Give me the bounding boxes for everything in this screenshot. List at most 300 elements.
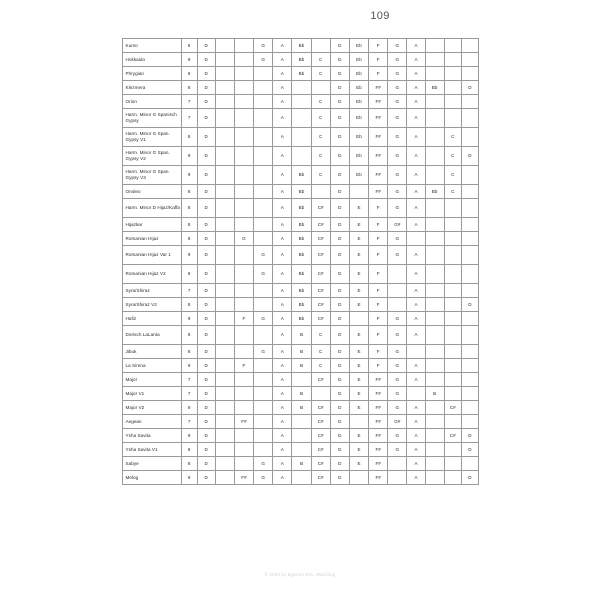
note-cell: F <box>369 298 388 312</box>
note-cell: A <box>407 312 425 326</box>
note-cell <box>425 67 444 81</box>
note-count-cell: 9 <box>181 359 197 373</box>
table-row <box>123 471 479 485</box>
note-cell: F# <box>369 81 388 95</box>
note-cell <box>234 373 253 387</box>
note-cell: G <box>388 199 407 218</box>
note-cell: A <box>273 166 292 185</box>
note-cell <box>425 147 444 166</box>
note-cell <box>215 199 234 218</box>
note-count-cell: 7 <box>181 95 197 109</box>
note-cell: E <box>349 373 368 387</box>
note-cell <box>444 312 461 326</box>
note-cell: F <box>369 39 388 53</box>
note-cell: Bb <box>292 246 311 265</box>
note-cell <box>215 218 234 232</box>
table-row <box>123 147 479 166</box>
note-cell: G# <box>388 415 407 429</box>
note-cell: A <box>273 312 292 326</box>
table-row <box>123 109 479 128</box>
note-cell <box>444 326 461 345</box>
note-cell: G <box>254 312 273 326</box>
note-count-cell: 9 <box>181 246 197 265</box>
note-cell <box>254 415 273 429</box>
table-row <box>123 443 479 457</box>
note-cell <box>215 95 234 109</box>
note-cell: D <box>330 429 349 443</box>
note-cell <box>461 246 478 265</box>
note-cell: C# <box>311 265 330 284</box>
table-row <box>123 298 479 312</box>
scale-name-cell: Romanian Hijaz V2 <box>123 265 182 284</box>
note-cell: D <box>330 218 349 232</box>
note-cell <box>444 265 461 284</box>
note-cell: F <box>369 218 388 232</box>
table-row <box>123 387 479 401</box>
note-cell <box>461 312 478 326</box>
note-cell: F# <box>234 471 253 485</box>
note-cell <box>461 166 478 185</box>
note-cell <box>407 387 425 401</box>
note-cell <box>254 298 273 312</box>
note-cell <box>215 39 234 53</box>
note-cell: F <box>369 345 388 359</box>
note-cell: A <box>407 185 425 199</box>
note-cell: D <box>330 39 349 53</box>
note-cell: D <box>197 246 215 265</box>
note-cell: G <box>254 457 273 471</box>
note-cell: F# <box>369 128 388 147</box>
table-row <box>123 166 479 185</box>
note-cell <box>444 53 461 67</box>
scale-name-cell: Hokkaido <box>123 53 182 67</box>
note-cell: A <box>407 284 425 298</box>
note-cell: D <box>330 185 349 199</box>
note-cell <box>234 457 253 471</box>
note-cell <box>425 232 444 246</box>
note-cell <box>444 95 461 109</box>
note-cell: C <box>311 109 330 128</box>
note-count-cell: 8 <box>181 185 197 199</box>
note-cell <box>311 387 330 401</box>
note-cell: D <box>197 265 215 284</box>
note-cell <box>425 326 444 345</box>
note-cell <box>234 53 253 67</box>
note-cell: D <box>197 359 215 373</box>
note-cell: E <box>349 401 368 415</box>
note-cell <box>444 345 461 359</box>
note-cell: C# <box>311 429 330 443</box>
note-cell <box>254 128 273 147</box>
note-cell: C# <box>311 401 330 415</box>
note-cell: A <box>273 81 292 95</box>
note-cell <box>215 457 234 471</box>
note-cell <box>461 39 478 53</box>
note-cell <box>461 373 478 387</box>
note-cell <box>444 39 461 53</box>
note-cell <box>215 401 234 415</box>
note-cell: G <box>388 109 407 128</box>
note-cell: D <box>330 109 349 128</box>
note-cell: E <box>349 232 368 246</box>
note-cell <box>215 67 234 81</box>
note-cell <box>215 109 234 128</box>
note-cell: F# <box>234 415 253 429</box>
note-cell: Bb <box>292 53 311 67</box>
note-count-cell: 8 <box>181 218 197 232</box>
note-cell: C# <box>444 401 461 415</box>
note-cell: Bb <box>425 185 444 199</box>
note-cell: F# <box>369 443 388 457</box>
note-cell: Bb <box>292 312 311 326</box>
note-cell: Eb <box>349 147 368 166</box>
note-cell: G <box>388 53 407 67</box>
note-cell <box>234 39 253 53</box>
note-cell: A <box>407 298 425 312</box>
note-cell: F# <box>369 401 388 415</box>
note-cell <box>234 443 253 457</box>
note-cell: A <box>407 373 425 387</box>
table-row <box>123 128 479 147</box>
note-cell: A <box>273 109 292 128</box>
note-cell: G <box>388 443 407 457</box>
note-cell: D <box>197 67 215 81</box>
note-cell: D <box>330 359 349 373</box>
note-cell <box>254 199 273 218</box>
note-cell: C# <box>311 199 330 218</box>
scale-name-cell: Phrygian <box>123 67 182 81</box>
note-cell: D <box>330 246 349 265</box>
note-cell: A <box>273 326 292 345</box>
note-cell <box>461 109 478 128</box>
note-cell: E <box>349 429 368 443</box>
note-count-cell: 8 <box>181 67 197 81</box>
scale-name-cell: Sabye <box>123 457 182 471</box>
note-cell: A <box>407 457 425 471</box>
note-cell: D <box>330 471 349 485</box>
note-cell: Eb <box>349 166 368 185</box>
note-cell: C# <box>311 471 330 485</box>
note-cell: F <box>234 359 253 373</box>
note-cell: C <box>311 53 330 67</box>
note-cell: E <box>349 359 368 373</box>
note-cell <box>425 265 444 284</box>
note-cell: G <box>388 39 407 53</box>
note-cell <box>234 218 253 232</box>
note-cell: C <box>311 67 330 81</box>
scale-name-cell: Romanian Hijaz Var 1 <box>123 246 182 265</box>
note-cell <box>234 429 253 443</box>
note-cell: C# <box>311 443 330 457</box>
note-cell <box>444 81 461 95</box>
note-cell: D <box>197 109 215 128</box>
note-cell <box>425 443 444 457</box>
table-row <box>123 284 479 298</box>
note-cell: A <box>273 67 292 81</box>
note-cell: D <box>330 128 349 147</box>
note-cell: G <box>388 387 407 401</box>
note-cell: D <box>330 387 349 401</box>
note-cell: A <box>273 199 292 218</box>
note-count-cell: 8 <box>181 128 197 147</box>
scale-name-cell: Hijazkar <box>123 218 182 232</box>
note-count-cell: 9 <box>181 147 197 166</box>
note-cell: D <box>461 471 478 485</box>
note-cell <box>254 359 273 373</box>
table-row <box>123 326 479 345</box>
note-cell: D <box>197 298 215 312</box>
note-cell <box>425 109 444 128</box>
note-cell: D <box>330 53 349 67</box>
note-cell <box>254 443 273 457</box>
note-cell: Bb <box>292 67 311 81</box>
note-cell <box>215 471 234 485</box>
note-count-cell: 8 <box>181 39 197 53</box>
note-cell: C <box>311 326 330 345</box>
note-cell: C# <box>311 415 330 429</box>
note-cell <box>461 185 478 199</box>
note-cell: B <box>292 457 311 471</box>
table-row <box>123 312 479 326</box>
note-cell: B <box>292 401 311 415</box>
note-cell: A <box>407 81 425 95</box>
note-cell: D <box>197 326 215 345</box>
note-cell <box>425 128 444 147</box>
note-cell: Eb <box>349 67 368 81</box>
note-cell: D <box>461 443 478 457</box>
note-cell: C <box>311 128 330 147</box>
note-cell <box>215 53 234 67</box>
note-cell: D <box>330 67 349 81</box>
note-cell: F# <box>369 109 388 128</box>
note-cell: A <box>407 53 425 67</box>
note-cell <box>215 128 234 147</box>
note-cell <box>215 166 234 185</box>
note-cell: A <box>273 415 292 429</box>
note-cell <box>444 109 461 128</box>
table-row <box>123 185 479 199</box>
note-cell <box>215 265 234 284</box>
note-cell: G <box>388 232 407 246</box>
note-cell: Bb <box>292 265 311 284</box>
note-cell: A <box>407 359 425 373</box>
note-cell <box>425 218 444 232</box>
scale-name-cell: Jibuk <box>123 345 182 359</box>
note-cell: Bb <box>292 218 311 232</box>
note-cell <box>292 471 311 485</box>
note-cell: A <box>273 443 292 457</box>
note-cell: G <box>388 429 407 443</box>
note-count-cell: 8 <box>181 298 197 312</box>
note-cell <box>444 67 461 81</box>
scale-table-container <box>122 38 479 485</box>
note-cell: A <box>273 298 292 312</box>
scale-name-cell: Ysha Savita <box>123 429 182 443</box>
table-row <box>123 401 479 415</box>
note-cell <box>292 415 311 429</box>
note-cell: G <box>388 95 407 109</box>
note-cell <box>234 401 253 415</box>
note-cell: D <box>197 39 215 53</box>
note-cell: G <box>388 147 407 166</box>
note-cell: G <box>388 326 407 345</box>
note-cell: D <box>197 53 215 67</box>
note-cell: Bb <box>292 166 311 185</box>
note-cell: D <box>461 81 478 95</box>
note-cell: Bb <box>292 39 311 53</box>
note-cell <box>292 373 311 387</box>
note-cell: Eb <box>349 95 368 109</box>
note-cell: D <box>330 81 349 95</box>
note-cell: A <box>273 345 292 359</box>
note-cell <box>234 298 253 312</box>
note-cell <box>215 443 234 457</box>
note-cell <box>425 199 444 218</box>
note-cell: G <box>254 39 273 53</box>
note-cell <box>254 429 273 443</box>
note-cell: E <box>349 265 368 284</box>
note-count-cell: 9 <box>181 312 197 326</box>
note-cell: A <box>273 359 292 373</box>
note-cell: Eb <box>349 39 368 53</box>
note-cell <box>234 128 253 147</box>
note-cell <box>215 373 234 387</box>
scale-name-cell: Melog <box>123 471 182 485</box>
note-cell: A <box>407 67 425 81</box>
note-cell: D <box>197 128 215 147</box>
table-row <box>123 359 479 373</box>
note-cell: A <box>407 109 425 128</box>
note-cell: Eb <box>349 128 368 147</box>
note-count-cell: 9 <box>181 401 197 415</box>
note-cell <box>425 471 444 485</box>
note-cell: F <box>369 265 388 284</box>
note-cell: F# <box>369 429 388 443</box>
note-cell: G <box>388 401 407 415</box>
note-cell: D <box>330 312 349 326</box>
note-cell: D <box>330 199 349 218</box>
note-cell <box>425 284 444 298</box>
note-cell: B <box>425 387 444 401</box>
note-cell <box>444 415 461 429</box>
note-cell <box>254 185 273 199</box>
note-cell: A <box>273 471 292 485</box>
note-cell: F <box>369 326 388 345</box>
note-cell: A <box>273 39 292 53</box>
note-cell <box>444 443 461 457</box>
note-cell <box>215 185 234 199</box>
note-cell <box>215 246 234 265</box>
note-cell: D <box>461 298 478 312</box>
note-cell: C <box>311 345 330 359</box>
note-cell: F# <box>369 185 388 199</box>
note-cell <box>254 373 273 387</box>
note-cell: A <box>273 147 292 166</box>
note-cell <box>234 67 253 81</box>
note-cell <box>461 53 478 67</box>
note-count-cell: 8 <box>181 199 197 218</box>
note-cell <box>215 326 234 345</box>
note-cell: D <box>197 147 215 166</box>
scale-name-cell: Major <box>123 373 182 387</box>
note-cell: A <box>407 401 425 415</box>
scale-name-cell: Onoleo <box>123 185 182 199</box>
note-cell: D <box>197 401 215 415</box>
note-cell: D <box>197 443 215 457</box>
note-cell: D <box>330 166 349 185</box>
note-cell: D <box>330 95 349 109</box>
note-cell: Bb <box>425 81 444 95</box>
note-cell <box>254 232 273 246</box>
note-cell: D <box>197 166 215 185</box>
note-count-cell: 7 <box>181 373 197 387</box>
note-cell: A <box>407 326 425 345</box>
note-cell <box>461 265 478 284</box>
note-cell <box>254 166 273 185</box>
table-row <box>123 373 479 387</box>
note-cell <box>254 147 273 166</box>
scale-name-cell: Kumo <box>123 39 182 53</box>
note-cell: D <box>197 81 215 95</box>
note-cell <box>215 284 234 298</box>
note-cell: A <box>273 246 292 265</box>
note-cell: G <box>388 81 407 95</box>
scale-name-cell: Harm. Minor G Spanisch Gypsy <box>123 109 182 128</box>
scale-name-cell: Syra/Shiraz <box>123 284 182 298</box>
note-cell <box>311 81 330 95</box>
table-row <box>123 232 479 246</box>
note-cell: C <box>311 359 330 373</box>
note-count-cell: 8 <box>181 345 197 359</box>
note-cell: A <box>407 199 425 218</box>
scale-name-cell: Major V2 <box>123 401 182 415</box>
note-cell <box>292 128 311 147</box>
note-cell <box>234 326 253 345</box>
note-cell: D <box>330 457 349 471</box>
note-cell <box>444 387 461 401</box>
note-cell: C# <box>311 457 330 471</box>
scale-name-cell: Ysha Savita V1 <box>123 443 182 457</box>
note-cell <box>461 128 478 147</box>
note-cell: G <box>388 185 407 199</box>
scale-name-cell: Aegean <box>123 415 182 429</box>
note-cell <box>444 359 461 373</box>
note-cell: G <box>388 246 407 265</box>
table-row <box>123 39 479 53</box>
note-cell <box>461 199 478 218</box>
note-cell <box>215 429 234 443</box>
note-cell <box>444 471 461 485</box>
note-cell: A <box>273 373 292 387</box>
note-cell: D <box>197 373 215 387</box>
note-count-cell: 7 <box>181 284 197 298</box>
note-cell: F# <box>369 387 388 401</box>
table-row <box>123 95 479 109</box>
copyright-footer: © 2023 by Egenes DIA. Maschug <box>264 572 336 577</box>
note-cell: C# <box>311 284 330 298</box>
table-row <box>123 246 479 265</box>
note-cell: B <box>292 345 311 359</box>
note-cell <box>215 359 234 373</box>
note-cell: F# <box>369 471 388 485</box>
note-cell: C <box>444 185 461 199</box>
note-cell <box>388 457 407 471</box>
note-cell <box>461 284 478 298</box>
note-cell: F <box>369 53 388 67</box>
note-cell: A <box>273 265 292 284</box>
table-row <box>123 67 479 81</box>
note-cell <box>425 312 444 326</box>
